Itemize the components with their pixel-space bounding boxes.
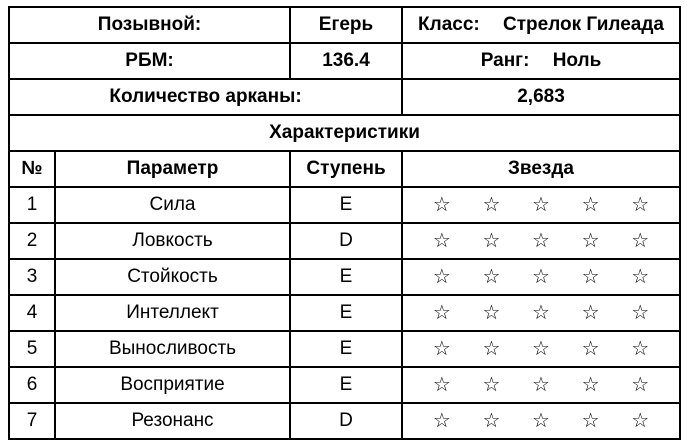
row-grade: D — [290, 403, 402, 439]
star-icon: ☆ — [581, 338, 600, 360]
callsign-value: Егерь — [290, 7, 402, 43]
star-icon: ☆ — [631, 266, 650, 288]
callsign-label: Позывной: — [9, 7, 290, 43]
star-icon: ☆ — [631, 194, 650, 216]
row-stars — [402, 187, 680, 223]
table-row — [9, 259, 680, 295]
row-number: 5 — [9, 331, 55, 367]
row-grade: D — [290, 223, 402, 259]
table-row — [9, 403, 680, 439]
star-rating — [403, 339, 679, 359]
rank-pair — [402, 43, 680, 79]
table-row — [9, 223, 680, 259]
row-stars — [402, 295, 680, 331]
rbm-label: РБМ: — [9, 43, 290, 79]
star-icon: ☆ — [581, 374, 600, 396]
star-icon: ☆ — [581, 194, 600, 216]
row-parameter: Восприятие — [55, 367, 290, 403]
column-header-parameter: Параметр — [55, 151, 290, 187]
rank-value: Ноль — [552, 50, 602, 71]
star-icon: ☆ — [482, 302, 501, 324]
arcana-row — [9, 79, 680, 115]
star-icon: ☆ — [532, 374, 550, 396]
star-rating — [403, 231, 679, 251]
section-title: Характеристики — [9, 115, 680, 151]
row-grade: E — [290, 187, 402, 223]
class-value: Стрелок Гилеада — [503, 14, 664, 35]
column-header-star: Звезда — [402, 151, 680, 187]
class-pair — [402, 7, 680, 43]
row-parameter: Выносливость — [55, 331, 290, 367]
star-icon: ☆ — [532, 266, 550, 288]
star-icon: ☆ — [532, 338, 550, 360]
table-row — [9, 331, 680, 367]
star-rating — [403, 411, 679, 431]
table-body — [9, 7, 680, 439]
column-header-number: № — [9, 151, 55, 187]
star-icon: ☆ — [532, 194, 550, 216]
character-stats-table — [8, 6, 681, 440]
star-icon: ☆ — [482, 266, 501, 288]
star-icon: ☆ — [482, 230, 501, 252]
star-icon: ☆ — [432, 410, 451, 432]
rbm-value: 136.4 — [290, 43, 402, 79]
star-icon: ☆ — [432, 230, 451, 252]
star-rating — [403, 195, 679, 215]
star-icon: ☆ — [532, 410, 550, 432]
row-grade: E — [290, 367, 402, 403]
row-number: 1 — [9, 187, 55, 223]
star-icon: ☆ — [532, 302, 550, 324]
table-row — [9, 187, 680, 223]
row-stars — [402, 223, 680, 259]
star-icon: ☆ — [631, 230, 650, 252]
star-icon: ☆ — [631, 410, 650, 432]
star-icon: ☆ — [432, 302, 451, 324]
star-icon: ☆ — [482, 194, 501, 216]
row-stars — [402, 331, 680, 367]
star-rating — [403, 375, 679, 395]
star-icon: ☆ — [432, 266, 451, 288]
callsign-row — [9, 7, 680, 43]
star-icon: ☆ — [482, 338, 501, 360]
row-stars — [402, 367, 680, 403]
star-icon: ☆ — [581, 266, 600, 288]
row-number: 6 — [9, 367, 55, 403]
row-number: 3 — [9, 259, 55, 295]
star-icon: ☆ — [482, 410, 501, 432]
row-parameter: Резонанс — [55, 403, 290, 439]
star-rating — [403, 303, 679, 323]
table-row — [9, 295, 680, 331]
row-parameter: Сила — [55, 187, 290, 223]
row-parameter: Стойкость — [55, 259, 290, 295]
star-icon: ☆ — [581, 230, 600, 252]
section-title-row — [9, 115, 680, 151]
star-icon: ☆ — [631, 374, 650, 396]
row-stars — [402, 403, 680, 439]
star-icon: ☆ — [432, 338, 451, 360]
row-grade: E — [290, 259, 402, 295]
star-icon: ☆ — [631, 302, 650, 324]
star-icon: ☆ — [432, 374, 451, 396]
arcana-label: Количество арканы: — [9, 79, 402, 115]
row-parameter: Интеллект — [55, 295, 290, 331]
star-icon: ☆ — [432, 194, 451, 216]
rank-label: Ранг: — [480, 50, 530, 71]
star-icon: ☆ — [581, 410, 600, 432]
row-stars — [402, 259, 680, 295]
star-rating — [403, 267, 679, 287]
row-number: 7 — [9, 403, 55, 439]
row-grade: E — [290, 295, 402, 331]
star-icon: ☆ — [631, 338, 650, 360]
row-parameter: Ловкость — [55, 223, 290, 259]
column-header-grade: Ступень — [290, 151, 402, 187]
table-row — [9, 367, 680, 403]
class-label: Класс: — [418, 14, 480, 35]
row-grade: E — [290, 331, 402, 367]
star-icon: ☆ — [532, 230, 550, 252]
row-number: 4 — [9, 295, 55, 331]
star-icon: ☆ — [581, 302, 600, 324]
arcana-value: 2,683 — [402, 79, 680, 115]
column-header-row — [9, 151, 680, 187]
rbm-row — [9, 43, 680, 79]
star-icon: ☆ — [482, 374, 501, 396]
row-number: 2 — [9, 223, 55, 259]
